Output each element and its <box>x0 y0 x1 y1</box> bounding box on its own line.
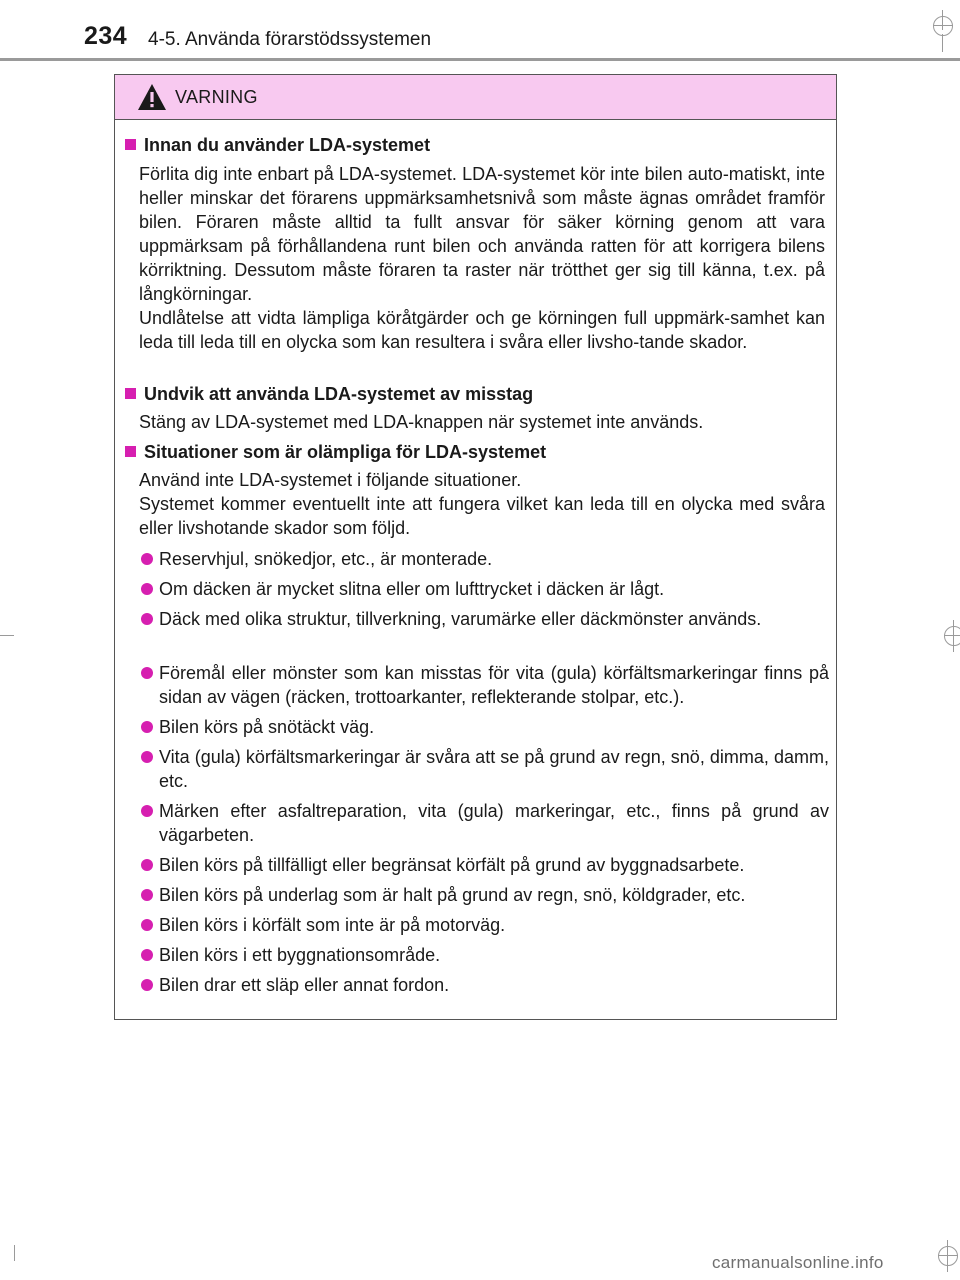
paragraph: Systemet kommer eventuellt inte att fungera vilket kan leda till en olycka med svåra eller livshotande skador som följd. <box>139 494 825 538</box>
section-title-text: Situationer som är olämpliga för LDA-systemet <box>144 442 547 462</box>
chapter-title: 4-5. Använda förarstödssystemen <box>148 29 432 50</box>
warning-triangle-icon <box>137 83 167 111</box>
list-item: Reservhjul, snökedjor, etc., är monterade. <box>139 547 829 571</box>
square-bullet-icon <box>125 139 136 150</box>
bullet-dot-icon <box>141 553 153 565</box>
section-title <box>125 442 546 463</box>
bullet-dot-icon <box>141 919 153 931</box>
bullet-dot-icon <box>141 949 153 961</box>
list-item: Om däcken är mycket slitna eller om lufttrycket i däcken är lågt. <box>139 577 829 601</box>
section-title <box>125 384 533 405</box>
square-bullet-icon <box>125 446 136 457</box>
list-item: Bilen körs på tillfälligt eller begränsat körfält på grund av byggnadsarbete. <box>139 853 829 877</box>
paragraph: Förlita dig inte enbart på LDA-systemet. LDA-systemet kör inte bilen auto-matiskt, inte heller minskar det förarens uppmärksamhetsnivå som måste ägnas området framför bilen. Föraren måste alltid ta fullt ansvar för säker körning genom att vara uppmärksam på förhållandena runt bilen och använda ratten för att korrigera bilens körriktning. Dessutom måste föraren ta raster när trötthet ger sig till känna, t.ex. på långkörningar. <box>139 164 825 304</box>
watermark[interactable]: carmanualsonline.info <box>712 1253 884 1272</box>
crop-mark-circle <box>938 1246 958 1266</box>
list-item: Bilen körs på snötäckt väg. <box>139 715 829 739</box>
warning-box <box>114 74 837 1020</box>
bullet-dot-icon <box>141 859 153 871</box>
bullet-dot-icon <box>141 751 153 763</box>
crop-mark <box>938 1255 958 1256</box>
page-number: 234 <box>84 22 128 50</box>
list-item: Bilen körs i körfält som inte är på motorväg. <box>139 913 829 937</box>
list-item: Bilen körs på underlag som är halt på grund av regn, snö, köldgrader, etc. <box>139 883 829 907</box>
section-title-text: Undvik att använda LDA-systemet av misstag <box>144 384 534 404</box>
page-header <box>0 0 960 62</box>
list-item: Märken efter asfaltreparation, vita (gula) markeringar, etc., finns på grund av vägarbeten. <box>139 799 829 847</box>
list-item: Bilen körs i ett byggnationsområde. <box>139 943 829 967</box>
bullet-dot-icon <box>141 805 153 817</box>
crop-mark <box>944 635 960 636</box>
header-rule <box>0 58 960 61</box>
list-item: Däck med olika struktur, tillverkning, varumärke eller däckmönster används. <box>139 607 829 631</box>
list-item: Vita (gula) körfältsmarkeringar är svåra att se på grund av regn, snö, dimma, damm, etc. <box>139 745 829 793</box>
warning-header <box>115 75 836 120</box>
paragraph: Undlåtelse att vidta lämpliga köråtgärder och ge körningen full uppmärk-samhet kan leda till leda till en olycka som kan resultera i svåra eller livsho-tande skador. <box>139 308 825 352</box>
paragraph: Använd inte LDA-systemet i följande situationer. <box>139 470 522 490</box>
bullet-dot-icon <box>141 613 153 625</box>
bullet-dot-icon <box>141 667 153 679</box>
list-item: Föremål eller mönster som kan misstas för vita (gula) körfältsmarkeringar finns på sidan av vägen (räcken, trottoarkanter, reflekterande stolpar, etc.). <box>139 661 829 709</box>
bullet-dot-icon <box>141 583 153 595</box>
paragraph: Stäng av LDA-systemet med LDA-knappen när systemet inte används. <box>139 412 704 432</box>
warning-title: VARNING <box>175 87 258 107</box>
section-title <box>125 135 430 156</box>
crop-mark <box>0 635 14 636</box>
crop-mark <box>14 1245 15 1261</box>
bullet-dot-icon <box>141 721 153 733</box>
list-item: Bilen drar ett släp eller annat fordon. <box>139 973 829 997</box>
crop-mark <box>953 620 954 652</box>
square-bullet-icon <box>125 388 136 399</box>
bullet-dot-icon <box>141 979 153 991</box>
section-title-text: Innan du använder LDA-systemet <box>144 135 431 155</box>
crop-mark-circle <box>944 626 960 646</box>
crop-mark <box>947 1240 948 1272</box>
bullet-dot-icon <box>141 889 153 901</box>
